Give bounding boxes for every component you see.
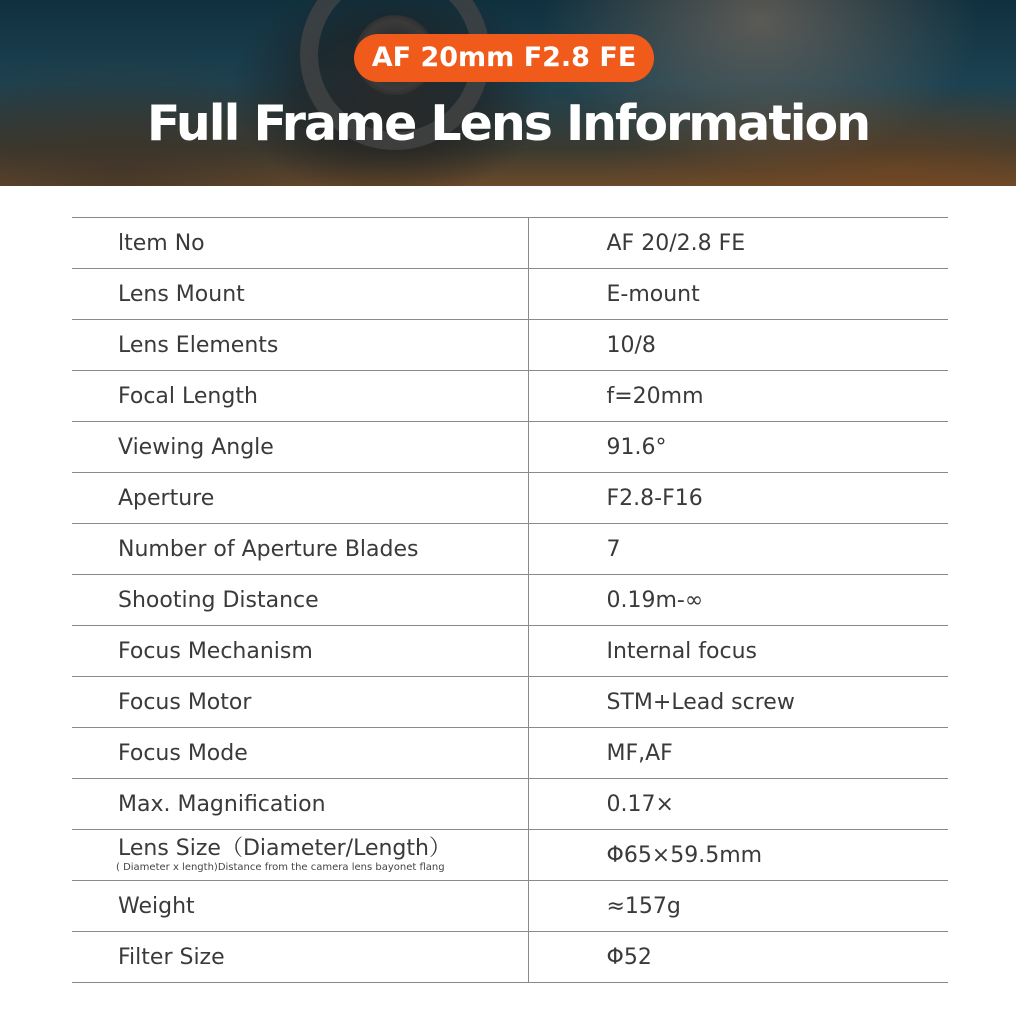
spec-label: Number of Aperture Blades (72, 524, 528, 575)
table-row (72, 575, 948, 626)
spec-label-note: ( Diameter x length)Distance from the camera lens bayonet flang (116, 862, 445, 873)
spec-value: ≈157g (528, 881, 948, 932)
spec-label: Focus Mechanism (72, 626, 528, 677)
spec-label: Max. Magnification (72, 779, 528, 830)
spec-label: Lens Elements (72, 320, 528, 371)
page-title: Full Frame Lens Information (146, 95, 870, 152)
spec-value: 0.19m-∞ (528, 575, 948, 626)
spec-label: Filter Size (72, 932, 528, 983)
table-row (72, 524, 948, 575)
spec-value: AF 20/2.8 FE (528, 218, 948, 269)
spec-label: Weight (72, 881, 528, 932)
spec-value: STM+Lead screw (528, 677, 948, 728)
product-badge: AF 20mm F2.8 FE (354, 34, 654, 82)
spec-label: Lens Mount (72, 269, 528, 320)
table-row (72, 269, 948, 320)
table-row (72, 218, 948, 269)
spec-label: Focus Mode (72, 728, 528, 779)
spec-value: 10/8 (528, 320, 948, 371)
spec-label-cell (72, 830, 528, 881)
spec-label: ltem No (72, 218, 528, 269)
spec-value: F2.8-F16 (528, 473, 948, 524)
table-row (72, 932, 948, 983)
table-row (72, 626, 948, 677)
spec-label: Lens Size（Diameter/Length） (118, 836, 451, 861)
spec-value: 0.17× (528, 779, 948, 830)
spec-label: Viewing Angle (72, 422, 528, 473)
table-row (72, 422, 948, 473)
table-row (72, 677, 948, 728)
table-row (72, 728, 948, 779)
spec-value: Φ52 (528, 932, 948, 983)
spec-table (72, 217, 948, 983)
spec-value: Φ65×59.5mm (528, 830, 948, 881)
spec-value: Internal focus (528, 626, 948, 677)
table-row (72, 830, 948, 881)
spec-value: 91.6° (528, 422, 948, 473)
spec-value: 7 (528, 524, 948, 575)
hero-banner (0, 0, 1016, 186)
spec-value: MF,AF (528, 728, 948, 779)
table-row (72, 371, 948, 422)
spec-label: Shooting Distance (72, 575, 528, 626)
spec-label: Focus Motor (72, 677, 528, 728)
spec-value: E-mount (528, 269, 948, 320)
table-row (72, 320, 948, 371)
table-row (72, 473, 948, 524)
spec-value: f=20mm (528, 371, 948, 422)
table-row (72, 881, 948, 932)
spec-label: Focal Length (72, 371, 528, 422)
table-row (72, 779, 948, 830)
spec-label: Aperture (72, 473, 528, 524)
